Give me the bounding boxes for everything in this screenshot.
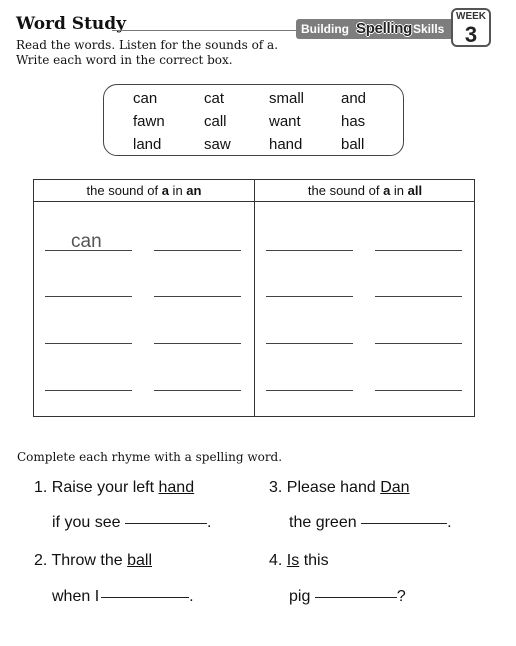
word-bank-word: ball	[341, 136, 365, 153]
series-banner	[296, 19, 452, 39]
sort-table	[33, 179, 475, 417]
sample-answer: can	[71, 231, 102, 252]
rhyme-3-blank[interactable]	[361, 522, 447, 524]
answer-line[interactable]	[375, 296, 462, 297]
rhyme-2-line-2: when I .	[52, 588, 194, 605]
word-bank-word: call	[204, 113, 227, 130]
rhyme-1-line-2: if you see .	[52, 514, 212, 531]
week-badge	[451, 8, 491, 47]
column-header-all: the sound of a in all	[307, 183, 423, 198]
word-bank-word: fawn	[133, 113, 165, 130]
word-bank	[103, 84, 404, 156]
answer-line[interactable]	[154, 390, 241, 391]
column-divider	[254, 180, 255, 416]
answer-line[interactable]	[45, 296, 132, 297]
answer-line[interactable]	[154, 296, 241, 297]
word-bank-word: has	[341, 113, 366, 130]
banner-word-spelling: Spelling	[356, 20, 412, 37]
word-bank-word: can	[133, 90, 158, 107]
answer-line[interactable]	[266, 250, 353, 251]
word-bank-word: small	[269, 90, 305, 107]
rhyme-2-blank[interactable]	[101, 596, 189, 598]
page-title: Word Study	[16, 14, 127, 34]
instruction-line-2: Write each word in the correct box.	[16, 53, 233, 67]
title-rule	[112, 30, 298, 31]
rhyme-4-line-2: pig ?	[289, 588, 406, 605]
rhyme-1-blank[interactable]	[125, 522, 207, 524]
answer-line[interactable]	[45, 343, 132, 344]
word-bank-word: and	[341, 90, 367, 107]
answer-line[interactable]	[154, 343, 241, 344]
answer-line[interactable]	[375, 343, 462, 344]
week-number: 3	[464, 22, 478, 47]
column-header-an: the sound of a in an	[86, 183, 202, 198]
rhyme-2-line-1: 2. Throw the ball	[34, 552, 152, 569]
word-bank-word: cat	[204, 90, 225, 107]
instruction-line-1: Read the words. Listen for the sounds of a.	[16, 38, 279, 52]
answer-line[interactable]	[375, 390, 462, 391]
rhyme-instruction: Complete each rhyme with a spelling word.	[17, 450, 283, 464]
rhyme-4-line-1: 4. Is this	[269, 552, 329, 569]
word-bank-word: land	[133, 136, 162, 153]
word-bank-word: hand	[269, 136, 303, 153]
week-label: WEEK	[456, 11, 486, 22]
rhyme-1-line-1: 1. Raise your left hand	[34, 479, 195, 496]
answer-line[interactable]	[45, 250, 132, 251]
rhyme-3-line-1: 3. Please hand Dan	[269, 479, 410, 496]
rhyme-3-line-2: the green .	[289, 514, 452, 531]
answer-line[interactable]	[266, 343, 353, 344]
answer-line[interactable]	[266, 390, 353, 391]
banner-word-skills: Skills	[413, 22, 445, 36]
answer-line[interactable]	[266, 296, 353, 297]
header-rule	[34, 201, 474, 202]
answer-line[interactable]	[154, 250, 241, 251]
word-bank-word: want	[269, 113, 301, 130]
rhyme-4-blank[interactable]	[315, 596, 397, 598]
answer-line[interactable]	[45, 390, 132, 391]
word-bank-word: saw	[204, 136, 231, 153]
answer-line[interactable]	[375, 250, 462, 251]
banner-word-building: Building	[301, 22, 349, 36]
